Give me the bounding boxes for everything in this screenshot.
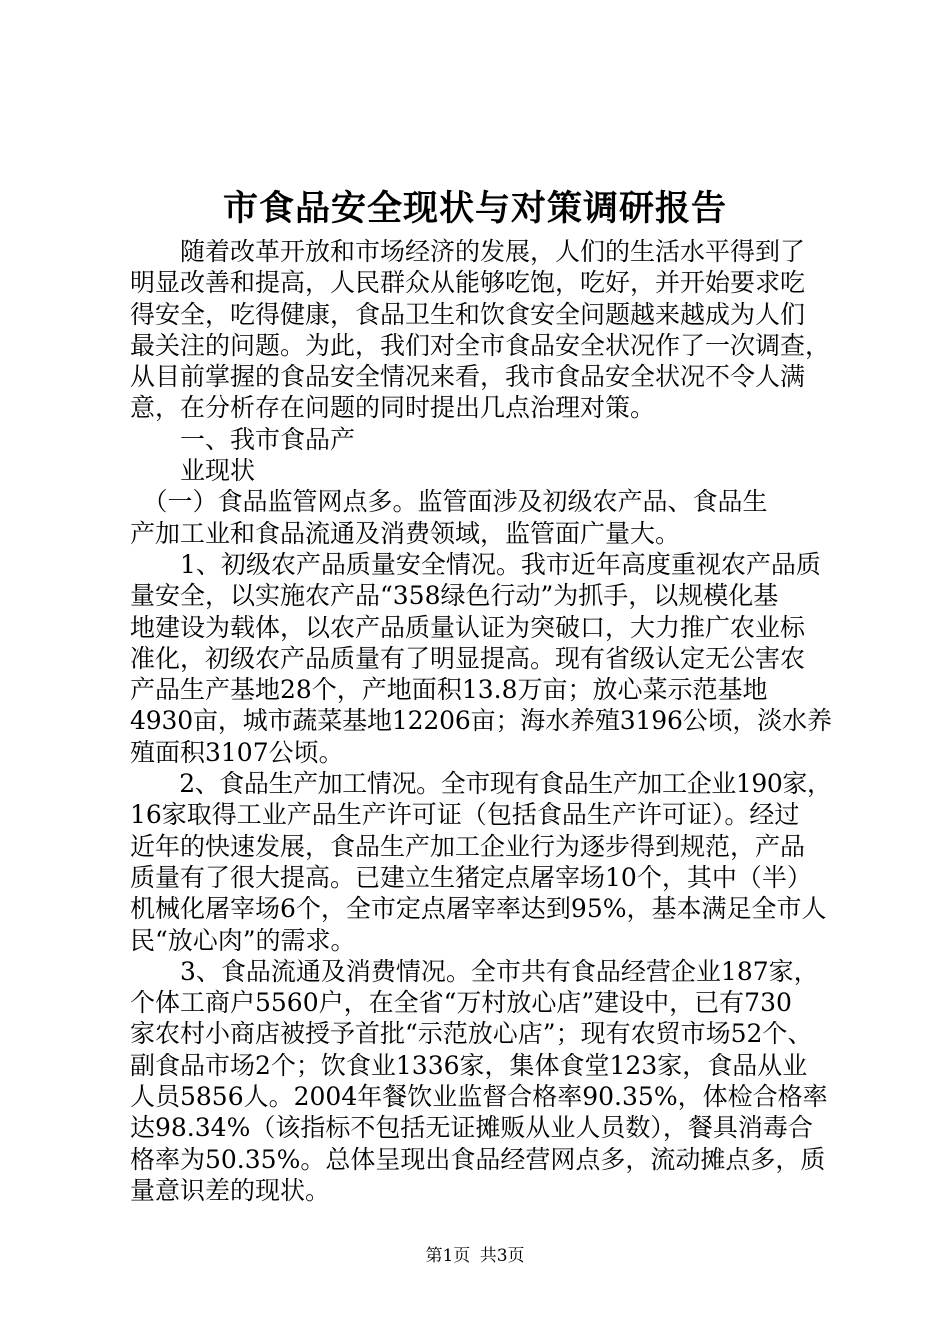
page-total: 共3页 [479, 1246, 525, 1266]
body-line: 人员5856人。2004年餐饮业监督合格率90.35%，体检合格率 [130, 1082, 828, 1112]
body-line: （一）食品监管网点多。监管面涉及初级农产品、食品生 [130, 487, 768, 517]
body-line: 3、食品流通及消费情况。全市共有食品经营企业187家， [130, 956, 819, 986]
body-line: 16家取得工业产品生产许可证（包括食品生产许可证）。经过 [130, 800, 800, 830]
body-line: 近年的快速发展，食品生产加工企业行为逐步得到规范，产品 [130, 831, 806, 861]
body-line: 业现状 [130, 456, 256, 486]
body-line: 家农村小商店被授予首批“示范放心店”；现有农贸市场52个、 [130, 1019, 813, 1049]
body-line: 1、初级农产品质量安全情况。我市近年高度重视农产品质 [130, 549, 821, 579]
body-line: 个体工商户5560户，在全省“万村放心店”建设中，已有730 [130, 988, 792, 1018]
body-line: 机械化屠宰场6个，全市定点屠宰率达到95%，基本满足全市人 [130, 894, 827, 924]
body-line: 产品生产基地28个，产地面积13.8万亩；放心菜示范基地 [130, 675, 768, 705]
body-line: 地建设为载体，以农产品质量认证为突破口，大力推广农业标 [130, 612, 806, 642]
body-line: 一、我市食品产 [130, 424, 356, 454]
body-line: 质量有了很大提高。已建立生猪定点屠宰场10个，其中（半） [130, 862, 812, 892]
body-line: 格率为50.35%。总体呈现出食品经营网点多，流动摊点多，质 [130, 1144, 826, 1174]
body-line: 副食品市场2个；饮食业1336家，集体食堂123家，食品从业 [130, 1050, 808, 1080]
body-line: 产加工业和食品流通及消费领域，监管面广量大。 [130, 518, 681, 548]
body-line: 意，在分析存在问题的同时提出几点治理对策。 [130, 393, 656, 423]
body-line: 从目前掌握的食品安全情况来看，我市食品安全状况不令人满 [130, 362, 806, 392]
body-line: 2、食品生产加工情况。全市现有食品生产加工企业190家， [130, 769, 832, 799]
document-body [130, 236, 832, 1206]
page-footer [0, 1244, 950, 1268]
body-line: 量安全，以实施农产品“358绿色行动”为抓手，以规模化基 [130, 581, 779, 611]
document-title: 市食品安全现状与对策调研报告 [222, 188, 727, 229]
body-line: 准化，初级农产品质量有了明显提高。现有省级认定无公害农 [130, 643, 806, 673]
body-line: 明显改善和提高，人民群众从能够吃饱，吃好，并开始要求吃 [130, 268, 806, 298]
body-line: 民“放心肉”的需求。 [130, 925, 356, 955]
body-line: 量意识差的现状。 [130, 1175, 331, 1205]
body-line: 最关注的问题。为此，我们对全市食品安全状况作了一次调查， [130, 330, 831, 360]
body-line: 4930亩，城市蔬菜基地12206亩；海水养殖3196公顷，淡水养 [130, 706, 832, 736]
body-line: 达98.34%（该指标不包括无证摊贩从业人员数），餐具消毒合 [130, 1113, 813, 1143]
body-line: 殖面积3107公顷。 [130, 737, 344, 767]
body-line: 得安全，吃得健康，食品卫生和饮食安全问题越来越成为人们 [130, 299, 806, 329]
body-line: 随着改革开放和市场经济的发展，人们的生活水平得到了 [130, 237, 806, 266]
page-number: 第1页 [425, 1246, 471, 1266]
